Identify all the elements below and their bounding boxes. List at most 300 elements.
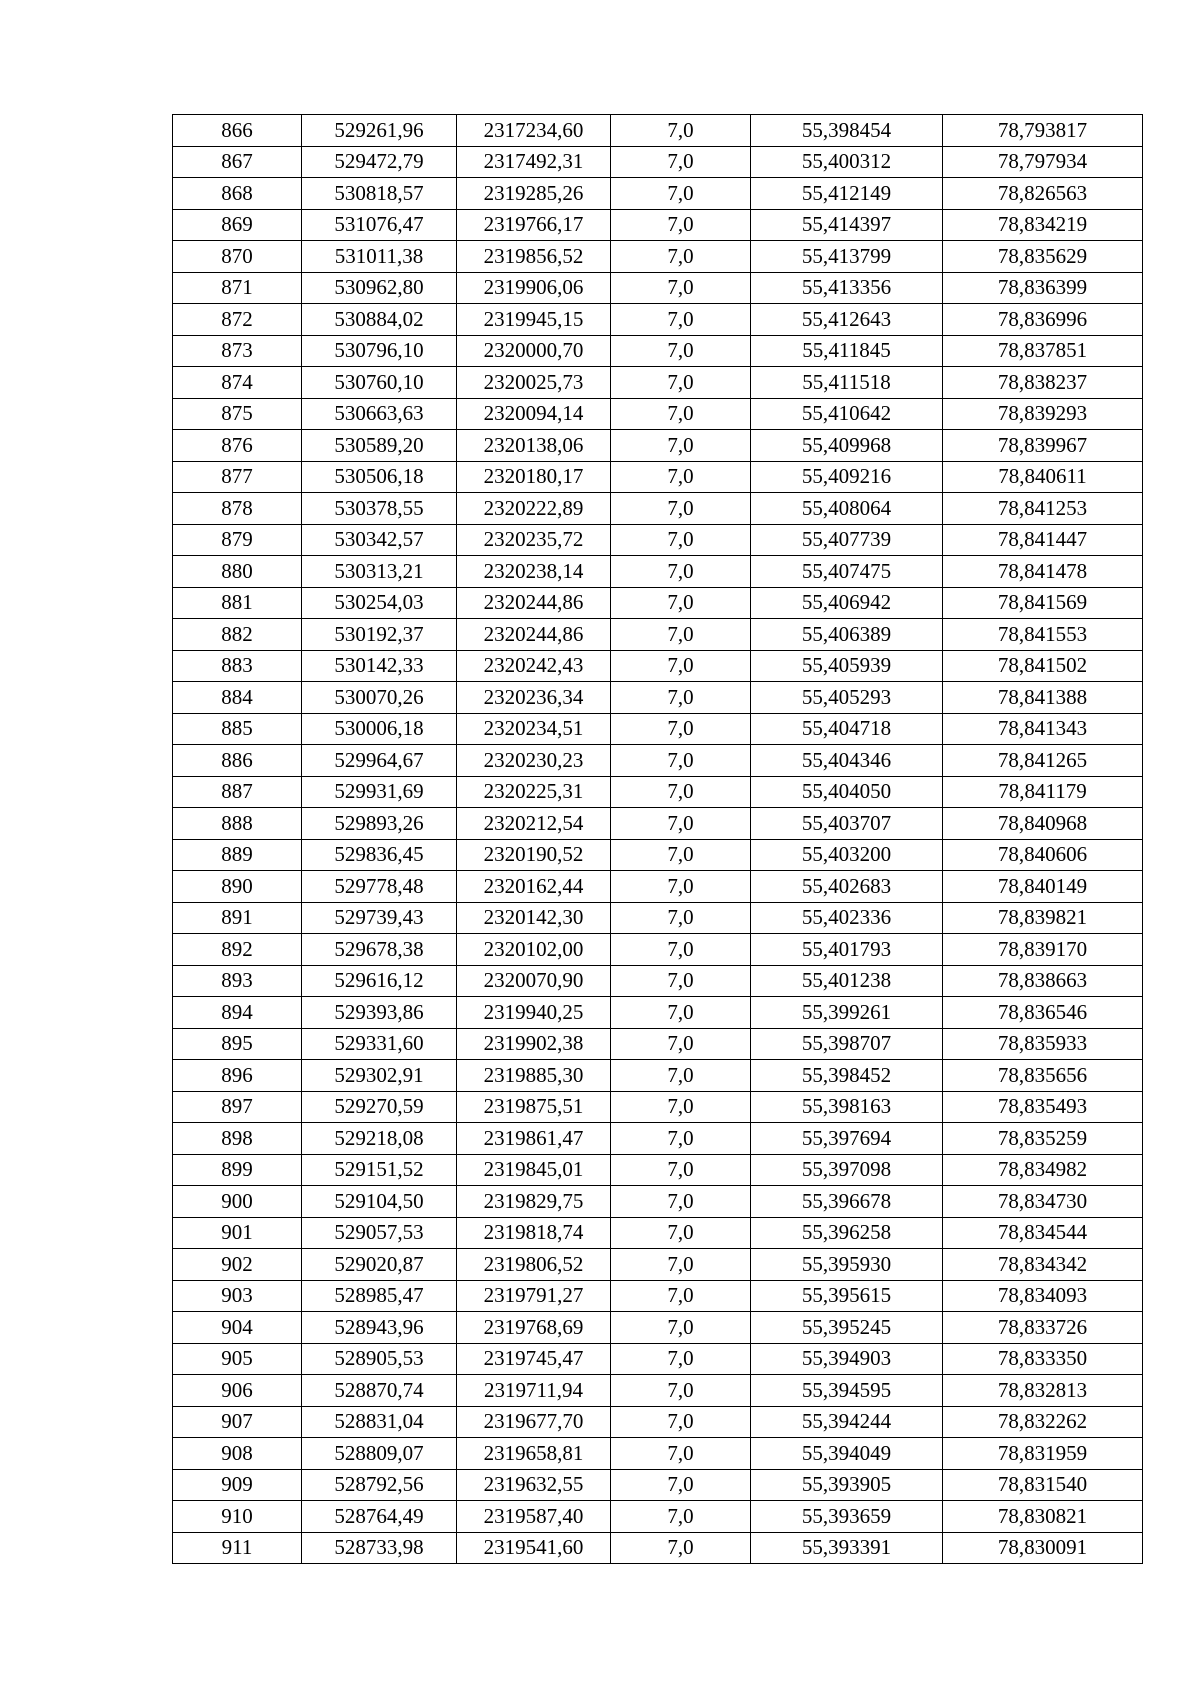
longitude-cell: 78,841388 [943,682,1143,714]
y-coordinate-cell: 2320162,44 [457,871,611,903]
y-coordinate-cell: 2319632,55 [457,1469,611,1501]
longitude-cell: 78,841179 [943,776,1143,808]
point-number-cell: 891 [173,902,302,934]
precision-cell: 7,0 [611,1123,751,1155]
point-number-cell: 909 [173,1469,302,1501]
table-row [173,587,1143,619]
table-row [173,713,1143,745]
point-number-cell: 900 [173,1186,302,1218]
x-coordinate-cell: 528985,47 [302,1280,457,1312]
point-number-cell: 905 [173,1343,302,1375]
precision-cell: 7,0 [611,745,751,777]
table-row [173,745,1143,777]
y-coordinate-cell: 2319945,15 [457,304,611,336]
point-number-cell: 886 [173,745,302,777]
y-coordinate-cell: 2320102,00 [457,934,611,966]
y-coordinate-cell: 2320234,51 [457,713,611,745]
latitude-cell: 55,398454 [751,115,943,147]
x-coordinate-cell: 529302,91 [302,1060,457,1092]
table-row [173,619,1143,651]
latitude-cell: 55,401793 [751,934,943,966]
longitude-cell: 78,834342 [943,1249,1143,1281]
point-number-cell: 897 [173,1091,302,1123]
longitude-cell: 78,841447 [943,524,1143,556]
longitude-cell: 78,841569 [943,587,1143,619]
point-number-cell: 875 [173,398,302,430]
table-row [173,1375,1143,1407]
longitude-cell: 78,840611 [943,461,1143,493]
y-coordinate-cell: 2319806,52 [457,1249,611,1281]
y-coordinate-cell: 2320190,52 [457,839,611,871]
longitude-cell: 78,838663 [943,965,1143,997]
precision-cell: 7,0 [611,1028,751,1060]
point-number-cell: 885 [173,713,302,745]
precision-cell: 7,0 [611,965,751,997]
y-coordinate-cell: 2319677,70 [457,1406,611,1438]
table-row [173,1406,1143,1438]
x-coordinate-cell: 530962,80 [302,272,457,304]
precision-cell: 7,0 [611,430,751,462]
table-row [173,1312,1143,1344]
longitude-cell: 78,793817 [943,115,1143,147]
point-number-cell: 899 [173,1154,302,1186]
table-row [173,1060,1143,1092]
y-coordinate-cell: 2319587,40 [457,1501,611,1533]
table-row [173,241,1143,273]
latitude-cell: 55,403200 [751,839,943,871]
y-coordinate-cell: 2320238,14 [457,556,611,588]
longitude-cell: 78,833350 [943,1343,1143,1375]
longitude-cell: 78,841253 [943,493,1143,525]
table-row [173,398,1143,430]
latitude-cell: 55,398163 [751,1091,943,1123]
x-coordinate-cell: 528905,53 [302,1343,457,1375]
table-row [173,839,1143,871]
x-coordinate-cell: 529739,43 [302,902,457,934]
y-coordinate-cell: 2319845,01 [457,1154,611,1186]
latitude-cell: 55,396258 [751,1217,943,1249]
table-row [173,1217,1143,1249]
y-coordinate-cell: 2320225,31 [457,776,611,808]
latitude-cell: 55,414397 [751,209,943,241]
x-coordinate-cell: 528733,98 [302,1532,457,1564]
latitude-cell: 55,394595 [751,1375,943,1407]
latitude-cell: 55,396678 [751,1186,943,1218]
x-coordinate-cell: 530818,57 [302,178,457,210]
y-coordinate-cell: 2317492,31 [457,146,611,178]
latitude-cell: 55,407475 [751,556,943,588]
precision-cell: 7,0 [611,1406,751,1438]
longitude-cell: 78,841343 [943,713,1143,745]
point-number-cell: 876 [173,430,302,462]
longitude-cell: 78,836546 [943,997,1143,1029]
x-coordinate-cell: 529331,60 [302,1028,457,1060]
y-coordinate-cell: 2320138,06 [457,430,611,462]
point-number-cell: 901 [173,1217,302,1249]
x-coordinate-cell: 531011,38 [302,241,457,273]
table-row [173,1469,1143,1501]
point-number-cell: 879 [173,524,302,556]
precision-cell: 7,0 [611,1217,751,1249]
point-number-cell: 908 [173,1438,302,1470]
table-row [173,997,1143,1029]
latitude-cell: 55,397694 [751,1123,943,1155]
y-coordinate-cell: 2319940,25 [457,997,611,1029]
table-row [173,556,1143,588]
table-row [173,1028,1143,1060]
latitude-cell: 55,393659 [751,1501,943,1533]
x-coordinate-cell: 529893,26 [302,808,457,840]
y-coordinate-cell: 2320000,70 [457,335,611,367]
x-coordinate-cell: 529020,87 [302,1249,457,1281]
latitude-cell: 55,404050 [751,776,943,808]
point-number-cell: 882 [173,619,302,651]
table-row [173,272,1143,304]
y-coordinate-cell: 2319745,47 [457,1343,611,1375]
latitude-cell: 55,405939 [751,650,943,682]
x-coordinate-cell: 528870,74 [302,1375,457,1407]
point-number-cell: 906 [173,1375,302,1407]
point-number-cell: 873 [173,335,302,367]
longitude-cell: 78,836399 [943,272,1143,304]
point-number-cell: 887 [173,776,302,808]
precision-cell: 7,0 [611,902,751,934]
latitude-cell: 55,412149 [751,178,943,210]
longitude-cell: 78,797934 [943,146,1143,178]
precision-cell: 7,0 [611,1312,751,1344]
latitude-cell: 55,401238 [751,965,943,997]
x-coordinate-cell: 529151,52 [302,1154,457,1186]
point-number-cell: 878 [173,493,302,525]
longitude-cell: 78,832262 [943,1406,1143,1438]
table-row [173,965,1143,997]
point-number-cell: 870 [173,241,302,273]
latitude-cell: 55,404346 [751,745,943,777]
precision-cell: 7,0 [611,1091,751,1123]
x-coordinate-cell: 529931,69 [302,776,457,808]
coordinates-table [172,114,1143,1564]
point-number-cell: 872 [173,304,302,336]
point-number-cell: 889 [173,839,302,871]
precision-cell: 7,0 [611,304,751,336]
precision-cell: 7,0 [611,871,751,903]
point-number-cell: 888 [173,808,302,840]
latitude-cell: 55,411845 [751,335,943,367]
longitude-cell: 78,831540 [943,1469,1143,1501]
longitude-cell: 78,831959 [943,1438,1143,1470]
x-coordinate-cell: 530378,55 [302,493,457,525]
point-number-cell: 907 [173,1406,302,1438]
precision-cell: 7,0 [611,398,751,430]
point-number-cell: 898 [173,1123,302,1155]
longitude-cell: 78,840968 [943,808,1143,840]
table-row [173,902,1143,934]
table-row [173,335,1143,367]
latitude-cell: 55,398452 [751,1060,943,1092]
precision-cell: 7,0 [611,115,751,147]
x-coordinate-cell: 530142,33 [302,650,457,682]
y-coordinate-cell: 2319541,60 [457,1532,611,1564]
latitude-cell: 55,410642 [751,398,943,430]
point-number-cell: 869 [173,209,302,241]
longitude-cell: 78,841502 [943,650,1143,682]
longitude-cell: 78,840606 [943,839,1143,871]
y-coordinate-cell: 2320244,86 [457,619,611,651]
precision-cell: 7,0 [611,461,751,493]
x-coordinate-cell: 529261,96 [302,115,457,147]
longitude-cell: 78,839170 [943,934,1143,966]
table-row [173,934,1143,966]
latitude-cell: 55,393905 [751,1469,943,1501]
precision-cell: 7,0 [611,1375,751,1407]
precision-cell: 7,0 [611,178,751,210]
point-number-cell: 902 [173,1249,302,1281]
latitude-cell: 55,409968 [751,430,943,462]
longitude-cell: 78,839967 [943,430,1143,462]
table-row [173,1501,1143,1533]
longitude-cell: 78,830821 [943,1501,1143,1533]
point-number-cell: 895 [173,1028,302,1060]
latitude-cell: 55,394244 [751,1406,943,1438]
precision-cell: 7,0 [611,1280,751,1312]
latitude-cell: 55,406389 [751,619,943,651]
point-number-cell: 911 [173,1532,302,1564]
longitude-cell: 78,834730 [943,1186,1143,1218]
latitude-cell: 55,397098 [751,1154,943,1186]
x-coordinate-cell: 530589,20 [302,430,457,462]
precision-cell: 7,0 [611,713,751,745]
precision-cell: 7,0 [611,1532,751,1564]
precision-cell: 7,0 [611,934,751,966]
longitude-cell: 78,838237 [943,367,1143,399]
y-coordinate-cell: 2319829,75 [457,1186,611,1218]
point-number-cell: 874 [173,367,302,399]
precision-cell: 7,0 [611,808,751,840]
longitude-cell: 78,836996 [943,304,1143,336]
table-row [173,115,1143,147]
longitude-cell: 78,833726 [943,1312,1143,1344]
x-coordinate-cell: 528764,49 [302,1501,457,1533]
latitude-cell: 55,406942 [751,587,943,619]
latitude-cell: 55,413356 [751,272,943,304]
precision-cell: 7,0 [611,776,751,808]
point-number-cell: 881 [173,587,302,619]
y-coordinate-cell: 2320242,43 [457,650,611,682]
table-row [173,178,1143,210]
longitude-cell: 78,835493 [943,1091,1143,1123]
y-coordinate-cell: 2319791,27 [457,1280,611,1312]
precision-cell: 7,0 [611,1249,751,1281]
x-coordinate-cell: 529472,79 [302,146,457,178]
longitude-cell: 78,839293 [943,398,1143,430]
longitude-cell: 78,835259 [943,1123,1143,1155]
point-number-cell: 871 [173,272,302,304]
longitude-cell: 78,841265 [943,745,1143,777]
latitude-cell: 55,408064 [751,493,943,525]
x-coordinate-cell: 529678,38 [302,934,457,966]
precision-cell: 7,0 [611,839,751,871]
y-coordinate-cell: 2319902,38 [457,1028,611,1060]
table-row [173,1091,1143,1123]
longitude-cell: 78,834544 [943,1217,1143,1249]
table-row [173,1343,1143,1375]
latitude-cell: 55,404718 [751,713,943,745]
y-coordinate-cell: 2320094,14 [457,398,611,430]
precision-cell: 7,0 [611,587,751,619]
y-coordinate-cell: 2319658,81 [457,1438,611,1470]
latitude-cell: 55,402336 [751,902,943,934]
table-row [173,650,1143,682]
latitude-cell: 55,395615 [751,1280,943,1312]
latitude-cell: 55,394903 [751,1343,943,1375]
precision-cell: 7,0 [611,1186,751,1218]
precision-cell: 7,0 [611,682,751,714]
point-number-cell: 868 [173,178,302,210]
precision-cell: 7,0 [611,1469,751,1501]
x-coordinate-cell: 528809,07 [302,1438,457,1470]
x-coordinate-cell: 530663,63 [302,398,457,430]
x-coordinate-cell: 531076,47 [302,209,457,241]
table-row [173,461,1143,493]
point-number-cell: 880 [173,556,302,588]
precision-cell: 7,0 [611,524,751,556]
point-number-cell: 894 [173,997,302,1029]
y-coordinate-cell: 2319768,69 [457,1312,611,1344]
table-row [173,524,1143,556]
y-coordinate-cell: 2319885,30 [457,1060,611,1092]
table-row [173,1249,1143,1281]
longitude-cell: 78,834219 [943,209,1143,241]
longitude-cell: 78,835629 [943,241,1143,273]
longitude-cell: 78,841478 [943,556,1143,588]
coordinates-table-body [173,115,1143,1564]
point-number-cell: 890 [173,871,302,903]
x-coordinate-cell: 528792,56 [302,1469,457,1501]
x-coordinate-cell: 529836,45 [302,839,457,871]
precision-cell: 7,0 [611,997,751,1029]
latitude-cell: 55,403707 [751,808,943,840]
point-number-cell: 884 [173,682,302,714]
precision-cell: 7,0 [611,1154,751,1186]
point-number-cell: 896 [173,1060,302,1092]
latitude-cell: 55,395930 [751,1249,943,1281]
point-number-cell: 883 [173,650,302,682]
longitude-cell: 78,840149 [943,871,1143,903]
x-coordinate-cell: 529393,86 [302,997,457,1029]
table-row [173,367,1143,399]
longitude-cell: 78,834093 [943,1280,1143,1312]
y-coordinate-cell: 2320212,54 [457,808,611,840]
table-row [173,1280,1143,1312]
latitude-cell: 55,398707 [751,1028,943,1060]
y-coordinate-cell: 2320142,30 [457,902,611,934]
y-coordinate-cell: 2320235,72 [457,524,611,556]
precision-cell: 7,0 [611,493,751,525]
table-row [173,146,1143,178]
longitude-cell: 78,841553 [943,619,1143,651]
x-coordinate-cell: 529778,48 [302,871,457,903]
table-row [173,1186,1143,1218]
y-coordinate-cell: 2320025,73 [457,367,611,399]
x-coordinate-cell: 529104,50 [302,1186,457,1218]
latitude-cell: 55,399261 [751,997,943,1029]
latitude-cell: 55,402683 [751,871,943,903]
y-coordinate-cell: 2320230,23 [457,745,611,777]
latitude-cell: 55,394049 [751,1438,943,1470]
point-number-cell: 866 [173,115,302,147]
latitude-cell: 55,412643 [751,304,943,336]
x-coordinate-cell: 530313,21 [302,556,457,588]
x-coordinate-cell: 530342,57 [302,524,457,556]
latitude-cell: 55,409216 [751,461,943,493]
longitude-cell: 78,839821 [943,902,1143,934]
table-row [173,1123,1143,1155]
latitude-cell: 55,411518 [751,367,943,399]
precision-cell: 7,0 [611,367,751,399]
latitude-cell: 55,400312 [751,146,943,178]
point-number-cell: 904 [173,1312,302,1344]
x-coordinate-cell: 528831,04 [302,1406,457,1438]
longitude-cell: 78,834982 [943,1154,1143,1186]
point-number-cell: 910 [173,1501,302,1533]
x-coordinate-cell: 528943,96 [302,1312,457,1344]
y-coordinate-cell: 2320236,34 [457,682,611,714]
longitude-cell: 78,832813 [943,1375,1143,1407]
y-coordinate-cell: 2319285,26 [457,178,611,210]
table-row [173,776,1143,808]
precision-cell: 7,0 [611,1343,751,1375]
longitude-cell: 78,826563 [943,178,1143,210]
y-coordinate-cell: 2319861,47 [457,1123,611,1155]
x-coordinate-cell: 529616,12 [302,965,457,997]
table-row [173,1154,1143,1186]
y-coordinate-cell: 2319711,94 [457,1375,611,1407]
x-coordinate-cell: 530506,18 [302,461,457,493]
table-row [173,209,1143,241]
latitude-cell: 55,405293 [751,682,943,714]
table-row [173,682,1143,714]
y-coordinate-cell: 2319818,74 [457,1217,611,1249]
x-coordinate-cell: 530070,26 [302,682,457,714]
precision-cell: 7,0 [611,335,751,367]
y-coordinate-cell: 2317234,60 [457,115,611,147]
y-coordinate-cell: 2319875,51 [457,1091,611,1123]
table-row [173,808,1143,840]
x-coordinate-cell: 529057,53 [302,1217,457,1249]
latitude-cell: 55,407739 [751,524,943,556]
latitude-cell: 55,393391 [751,1532,943,1564]
precision-cell: 7,0 [611,1438,751,1470]
table-row [173,1532,1143,1564]
precision-cell: 7,0 [611,146,751,178]
table-row [173,430,1143,462]
longitude-cell: 78,835656 [943,1060,1143,1092]
precision-cell: 7,0 [611,241,751,273]
x-coordinate-cell: 530254,03 [302,587,457,619]
longitude-cell: 78,830091 [943,1532,1143,1564]
x-coordinate-cell: 530796,10 [302,335,457,367]
point-number-cell: 867 [173,146,302,178]
point-number-cell: 877 [173,461,302,493]
longitude-cell: 78,837851 [943,335,1143,367]
x-coordinate-cell: 530760,10 [302,367,457,399]
longitude-cell: 78,835933 [943,1028,1143,1060]
y-coordinate-cell: 2319766,17 [457,209,611,241]
y-coordinate-cell: 2320244,86 [457,587,611,619]
y-coordinate-cell: 2319906,06 [457,272,611,304]
x-coordinate-cell: 529218,08 [302,1123,457,1155]
precision-cell: 7,0 [611,272,751,304]
